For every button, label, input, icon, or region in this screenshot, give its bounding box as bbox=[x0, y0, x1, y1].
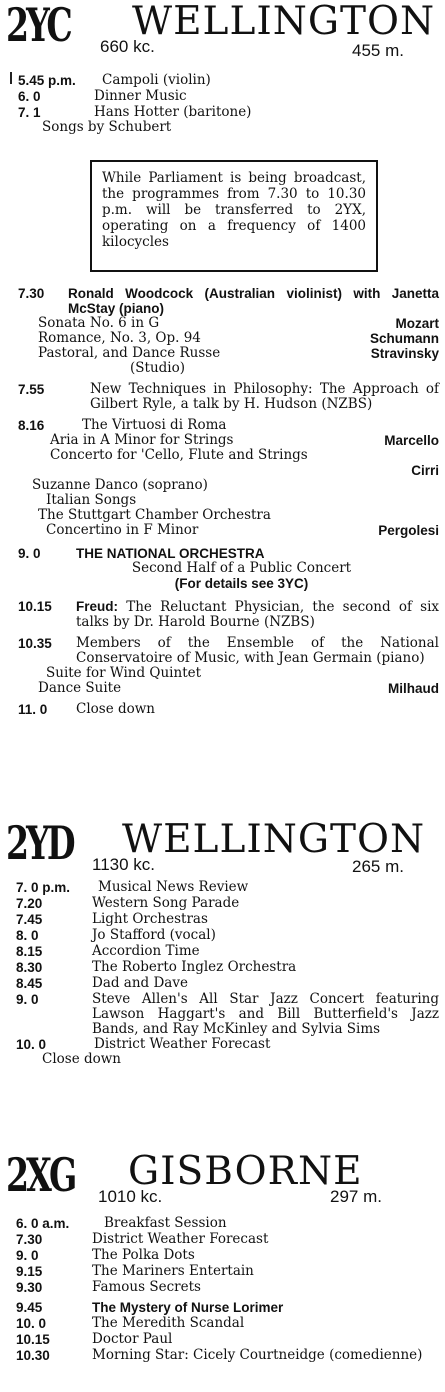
programme-item: 7.20 Western Song Parade bbox=[16, 895, 240, 911]
programme-item: 9.15 The Mariners Entertain bbox=[16, 1263, 254, 1279]
schedule-2xg bbox=[0, 1216, 445, 1364]
programme-item: 10.15 Freud: The Reluctant Physician, the second of six talks by Dr. Harold Bourne (NZBS) bbox=[18, 599, 439, 630]
programme-item: 6. 0 Dinner Music bbox=[18, 88, 187, 104]
station-2xg bbox=[0, 1150, 445, 1208]
call-sign: 2YD bbox=[6, 816, 73, 870]
schedule-2yd bbox=[0, 880, 445, 1067]
programme-item: 9. 0 THE NATIONAL ORCHESTRA Second Half of a Public Concert (For details see 3YC) bbox=[18, 546, 352, 591]
programme-item: 8.45 Dad and Dave bbox=[16, 975, 188, 991]
programme-item: 10.35 Members of the Ensemble of the National Conservatoire of Music, with Jean Germain (piano) Suite for Wind Quintet Dance Suite Milhaud bbox=[18, 635, 439, 696]
call-sign: 2XG bbox=[6, 1148, 75, 1202]
programme-item: 9. 0 The Polka Dots bbox=[16, 1247, 195, 1263]
programme-item: 8. 0 Jo Stafford (vocal) bbox=[16, 927, 216, 943]
programme-item: 8.16 The Virtuosi di Roma Aria in A Minor for Strings Marcello Concerto for 'Cello, Flute and Strings Cirri Suzanne Danco (soprano) Italian Songs The Stuttgart Chamber Orchestra Concertino in F Minor Pergolesi bbox=[18, 417, 439, 538]
programme-item: 9.30 Famous Secrets bbox=[16, 1279, 201, 1295]
programme-item: 5.45 p.m. Campoli (violin) bbox=[18, 72, 211, 88]
programme-item: 10. 0 The Meredith Scandal bbox=[16, 1315, 245, 1331]
programme-item: 10.30 Morning Star: Cicely Courtneidge (comedienne) bbox=[16, 1347, 423, 1363]
programme-item: 9. 0 Steve Allen's All Star Jazz Concert featuring Lawson Haggart's and Bill Butterfield's Jazz Bands, and Ray McKinley and Sylvia Sims bbox=[16, 991, 439, 1037]
schedule-2yc-cont bbox=[0, 286, 445, 718]
programme-item: 6. 0 a.m. Breakfast Session bbox=[16, 1215, 227, 1231]
programme-item: 10.15 Doctor Paul bbox=[16, 1331, 173, 1347]
city-name: WELLINGTON bbox=[132, 0, 436, 44]
programme-item: 7.45 Light Orchestras bbox=[16, 911, 208, 927]
programme-item: 7.30 Ronald Woodcock (Australian violinist) with Janetta McStay (piano) Sonata No. 6 in G Mozart Romance, No. 3, Op. 94 Schumann Pastoral, and Dance Russe Stravinsky (Studio) bbox=[18, 286, 439, 376]
programme-item: 7. 0 p.m. Musical News Review bbox=[16, 879, 249, 895]
schedule-2yc bbox=[0, 73, 445, 135]
station-2yc bbox=[0, 0, 445, 58]
programme-item: 8.30 The Roberto Inglez Orchestra bbox=[16, 959, 297, 975]
notice-box: While Parliament is being broadcast, the programmes from 7.30 to 10.30 p.m. will be transferred to 2YX, operating on a frequency of 1400 kilocycles bbox=[90, 160, 378, 272]
call-sign: 2YC bbox=[6, 0, 70, 52]
frequency: 660 kc. bbox=[100, 37, 155, 56]
station-header bbox=[0, 1150, 445, 1208]
programme-item: 9.45 The Mystery of Nurse Lorimer bbox=[16, 1300, 284, 1315]
station-header bbox=[0, 0, 445, 58]
frequency: 1010 kc. bbox=[98, 1187, 163, 1206]
programme-item: 8.15 Accordion Time bbox=[16, 943, 200, 959]
programme-item: 7.55 New Techniques in Philosophy: The Approach of Gilbert Ryle, a talk by H. Hudson (NZBS) bbox=[18, 381, 439, 412]
city-name: GISBORNE bbox=[128, 1149, 363, 1194]
station-header bbox=[0, 818, 445, 876]
wavelength: 297 m. bbox=[330, 1187, 382, 1206]
programme-item: 10. 0 District Weather Forecast Close down bbox=[16, 1036, 271, 1067]
programme-item: 7. 1 Hans Hotter (baritone) Songs by Schubert bbox=[18, 104, 252, 135]
wavelength: 455 m. bbox=[352, 41, 404, 60]
station-2yd bbox=[0, 818, 445, 876]
wavelength: 265 m. bbox=[352, 857, 404, 876]
programme-item: 7.30 District Weather Forecast bbox=[16, 1231, 269, 1247]
programme-item: 11. 0 Close down bbox=[18, 701, 156, 717]
city-name: WELLINGTON bbox=[122, 817, 426, 862]
frequency: 1130 kc. bbox=[92, 855, 156, 874]
